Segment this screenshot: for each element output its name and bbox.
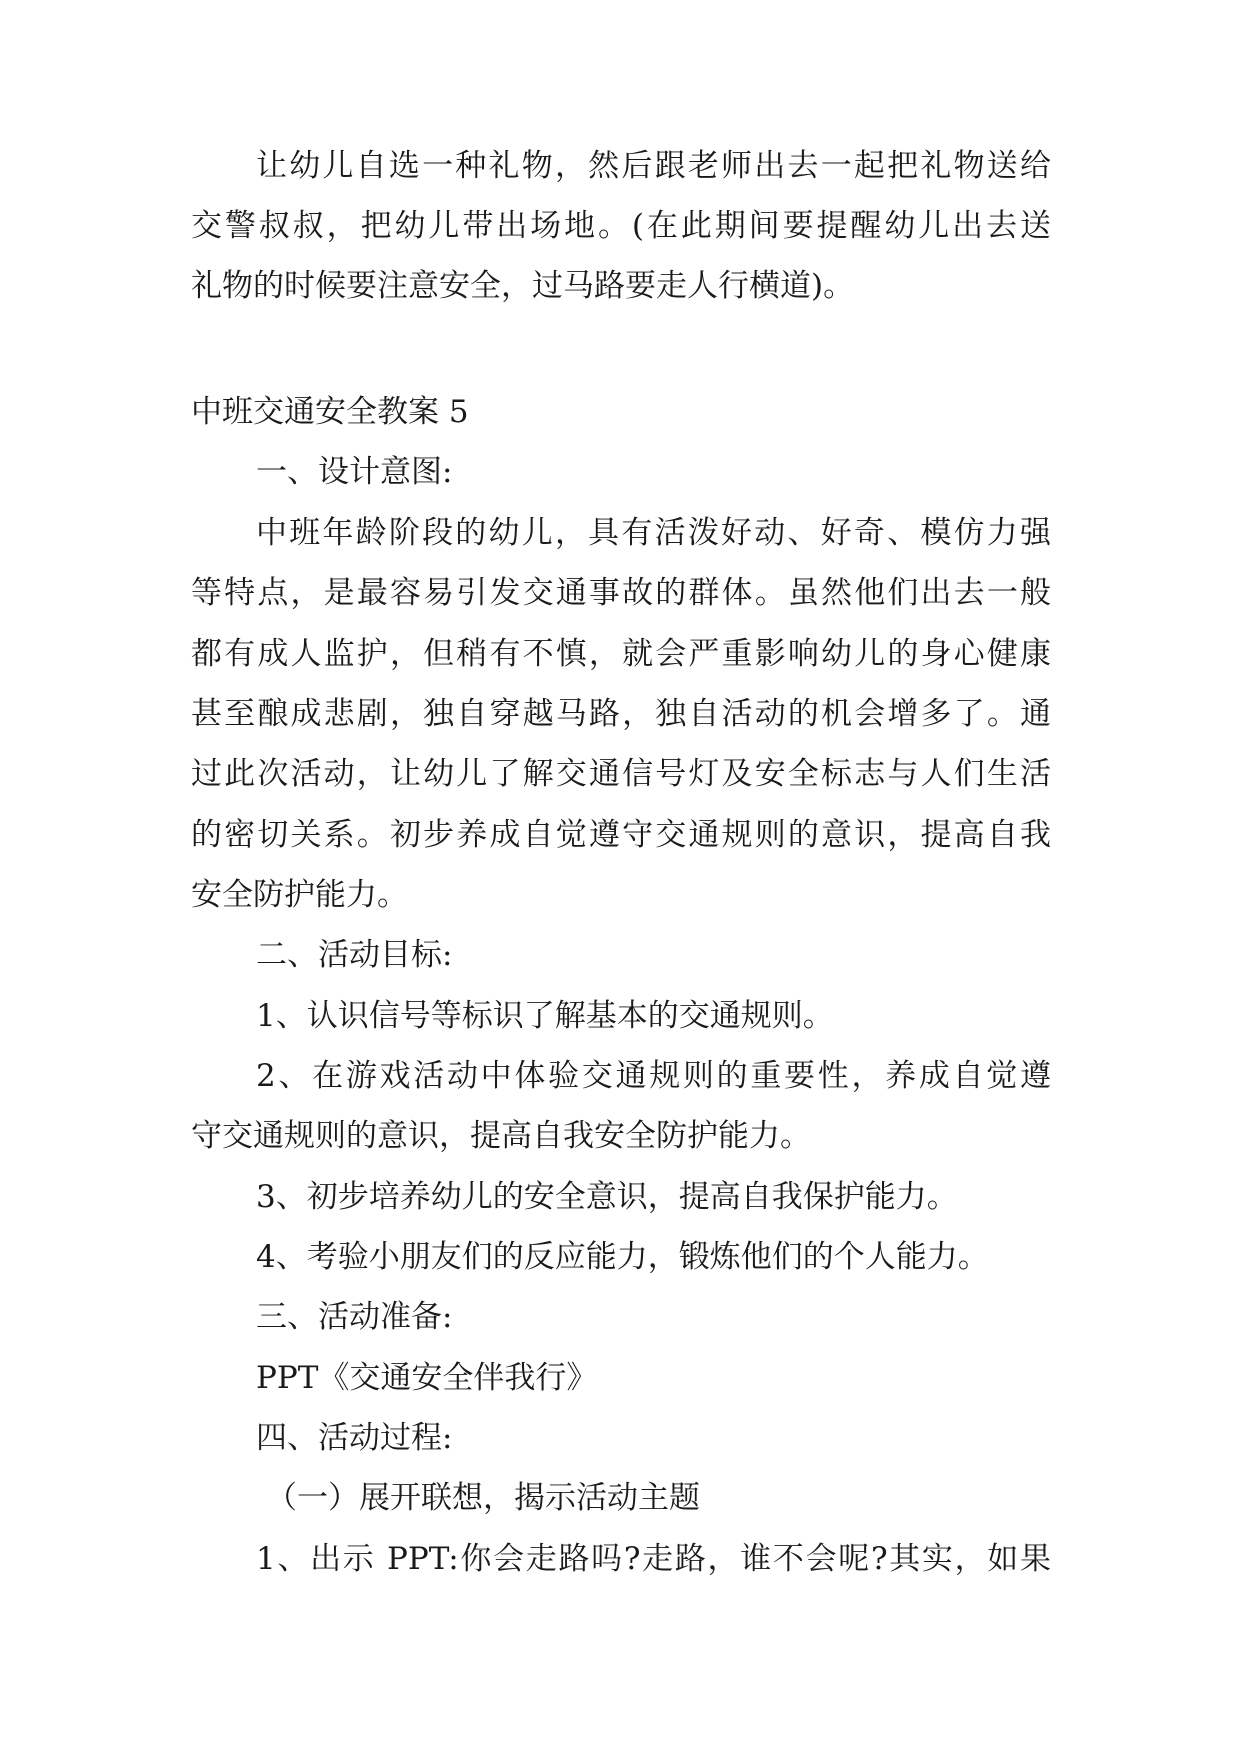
heading-activity-preparation: 三、活动准备: <box>256 1299 453 1335</box>
design-paragraph-line-5: 过此次活动，让幼儿了解交通信号灯及安全标志与人们生活 <box>191 756 1051 792</box>
goal-3: 3、初步培养幼儿的安全意识，提高自我保护能力。 <box>256 1179 958 1215</box>
step-1-line: 1、出示 PPT:你会走路吗?走路，谁不会呢?其实，如果 <box>256 1541 1051 1577</box>
design-paragraph-line-4: 甚至酿成悲剧，独自穿越马路，独自活动的机会增多了。通 <box>191 696 1051 732</box>
heading-design-intent: 一、设计意图: <box>256 454 453 490</box>
goal-1: 1、认识信号等标识了解基本的交通规则。 <box>256 998 834 1034</box>
intro-paragraph-line-2: 交警叔叔，把幼儿带出场地。(在此期间要提醒幼儿出去送 <box>191 208 1051 244</box>
design-paragraph-line-6: 的密切关系。初步养成自觉遵守交通规则的意识，提高自我 <box>191 817 1051 853</box>
goal-2-line-1: 2、在游戏活动中体验交通规则的重要性，养成自觉遵 <box>256 1058 1051 1094</box>
intro-paragraph-line-3: 礼物的时候要注意安全，过马路要走人行横道)。 <box>191 268 855 304</box>
design-paragraph-line-2: 等特点，是最容易引发交通事故的群体。虽然他们出去一般 <box>191 575 1051 611</box>
goal-4: 4、考验小朋友们的反应能力，锻炼他们的个人能力。 <box>256 1239 989 1275</box>
heading-activity-process: 四、活动过程: <box>256 1420 453 1456</box>
design-paragraph-line-1: 中班年龄阶段的幼儿，具有活泼好动、好奇、模仿力强 <box>256 515 1051 551</box>
heading-activity-goals: 二、活动目标: <box>256 937 453 973</box>
step-heading: （一）展开联想，揭示活动主题 <box>266 1480 700 1516</box>
design-paragraph-line-7: 安全防护能力。 <box>191 877 408 913</box>
intro-paragraph-line-1: 让幼儿自选一种礼物，然后跟老师出去一起把礼物送给 <box>256 148 1051 184</box>
section-title: 中班交通安全教案 5 <box>191 394 469 430</box>
materials-line: PPT《交通安全伴我行》 <box>256 1360 598 1396</box>
design-paragraph-line-3: 都有成人监护，但稍有不慎，就会严重影响幼儿的身心健康 <box>191 636 1051 672</box>
goal-2-line-2: 守交通规则的意识，提高自我安全防护能力。 <box>191 1118 811 1154</box>
